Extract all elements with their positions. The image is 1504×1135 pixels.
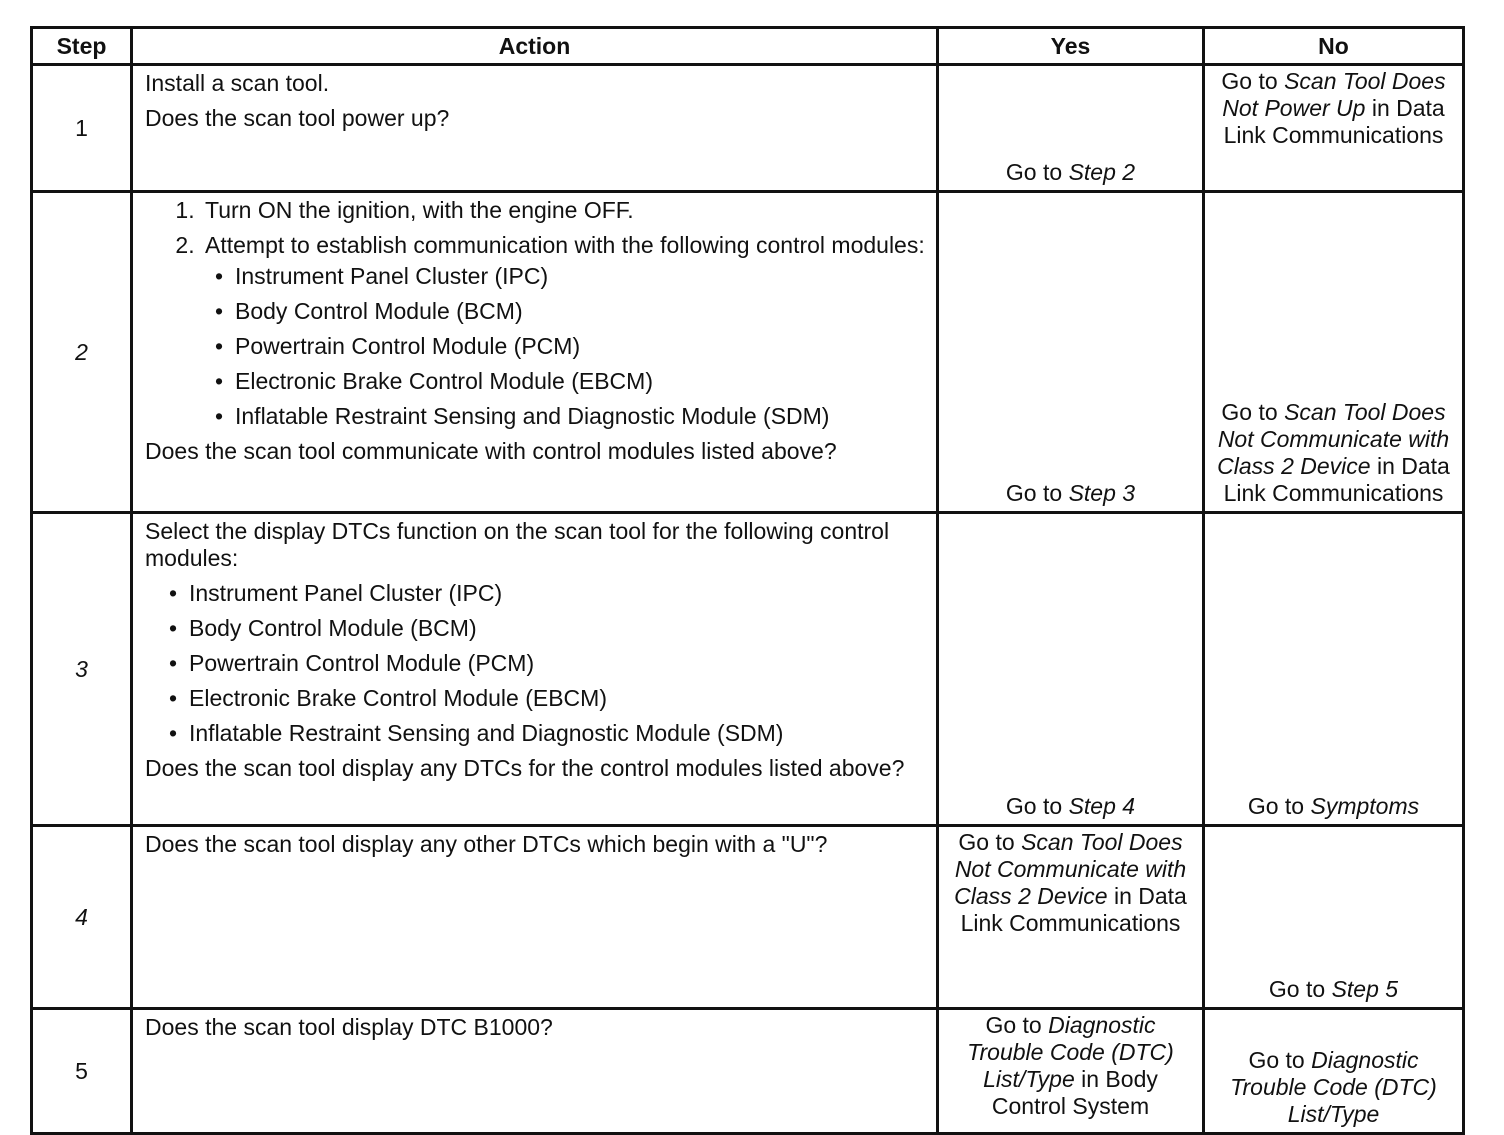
list-item: • Body Control Module (BCM) bbox=[215, 298, 926, 325]
no-cell bbox=[1204, 1009, 1464, 1134]
no-link[interactable]: Scan Tool Does Not Communicate with Class 2 Device bbox=[1217, 399, 1450, 479]
no-link[interactable]: Scan Tool Does Not Power Up bbox=[1222, 68, 1446, 121]
no-cell bbox=[1204, 65, 1464, 192]
step-number: 4 bbox=[32, 826, 132, 1009]
header-action: Action bbox=[132, 28, 938, 65]
step-number: 1 bbox=[32, 65, 132, 192]
no-prefix: Go to bbox=[1221, 399, 1285, 425]
list-item: • Inflatable Restraint Sensing and Diagnostic Module (SDM) bbox=[169, 720, 926, 747]
action-question: Does the scan tool display any other DTCs which begin with a "U"? bbox=[145, 831, 828, 857]
yes-link[interactable]: Step 3 bbox=[1068, 480, 1136, 506]
numbered-list bbox=[145, 197, 926, 430]
yes-prefix: Go to bbox=[1005, 793, 1069, 819]
action-question: Does the scan tool communicate with control modules listed above? bbox=[145, 438, 837, 464]
yes-cell bbox=[938, 826, 1204, 1009]
no-prefix: Go to bbox=[1268, 976, 1332, 1002]
yes-cell bbox=[938, 65, 1204, 192]
list-item: • Electronic Brake Control Module (EBCM) bbox=[215, 368, 926, 395]
yes-link[interactable]: Scan Tool Does Not Communicate with Class 2 Device bbox=[954, 829, 1187, 909]
table-row-step-3 bbox=[32, 513, 1464, 826]
yes-prefix: Go to bbox=[1005, 480, 1069, 506]
action-text: Install a scan tool. bbox=[145, 70, 330, 96]
table-row-step-4 bbox=[32, 826, 1464, 1009]
action-intro: Select the display DTCs function on the scan tool for the following control modules: bbox=[145, 518, 890, 571]
list-item bbox=[201, 232, 926, 430]
no-prefix: Go to bbox=[1248, 1047, 1312, 1073]
table-row-step-1 bbox=[32, 65, 1464, 192]
yes-prefix: Go to bbox=[1005, 159, 1069, 185]
list-item: • Inflatable Restraint Sensing and Diagnostic Module (SDM) bbox=[215, 403, 926, 430]
module-list bbox=[145, 580, 926, 747]
no-cell bbox=[1204, 513, 1464, 826]
list-item: • Instrument Panel Cluster (IPC) bbox=[169, 580, 926, 607]
list-item: • Powertrain Control Module (PCM) bbox=[169, 650, 926, 677]
list-item: • Powertrain Control Module (PCM) bbox=[215, 333, 926, 360]
module-list bbox=[205, 263, 926, 430]
action-cell bbox=[132, 65, 938, 192]
table-row-step-2 bbox=[32, 192, 1464, 513]
yes-link[interactable]: Diagnostic Trouble Code (DTC) List/Type bbox=[967, 1012, 1174, 1092]
action-cell bbox=[132, 192, 938, 513]
no-cell bbox=[1204, 826, 1464, 1009]
step-number: 2 bbox=[32, 192, 132, 513]
yes-prefix: Go to bbox=[985, 1012, 1049, 1038]
yes-suffix: in Data Link Communications bbox=[960, 883, 1187, 936]
action-cell bbox=[132, 513, 938, 826]
action-question: Does the scan tool display DTC B1000? bbox=[145, 1014, 553, 1040]
step-number: 5 bbox=[32, 1009, 132, 1134]
action-question: Does the scan tool display any DTCs for the control modules listed above? bbox=[145, 755, 905, 781]
list-item: • Instrument Panel Cluster (IPC) bbox=[215, 263, 926, 290]
yes-prefix: Go to bbox=[958, 829, 1022, 855]
no-link[interactable]: Diagnostic Trouble Code (DTC) List/Type bbox=[1230, 1047, 1437, 1127]
no-prefix: Go to bbox=[1221, 68, 1285, 94]
list-item: • Body Control Module (BCM) bbox=[169, 615, 926, 642]
list-item-text: Attempt to establish communication with the following control modules: bbox=[205, 232, 925, 258]
no-suffix: in Data Link Communications bbox=[1223, 95, 1445, 148]
action-cell bbox=[132, 826, 938, 1009]
header-no: No bbox=[1204, 28, 1464, 65]
no-suffix: in Data Link Communications bbox=[1223, 453, 1450, 506]
diagnostic-table bbox=[30, 26, 1465, 1135]
yes-link[interactable]: Step 4 bbox=[1068, 793, 1136, 819]
list-item: • Electronic Brake Control Module (EBCM) bbox=[169, 685, 926, 712]
yes-link[interactable]: Step 2 bbox=[1068, 159, 1136, 185]
yes-suffix: in Body Control System bbox=[991, 1066, 1158, 1119]
action-question: Does the scan tool power up? bbox=[145, 105, 450, 131]
step-number: 3 bbox=[32, 513, 132, 826]
header-row bbox=[32, 28, 1464, 65]
no-prefix: Go to bbox=[1247, 793, 1311, 819]
no-link[interactable]: Step 5 bbox=[1331, 976, 1399, 1002]
no-link[interactable]: Symptoms bbox=[1310, 793, 1420, 819]
yes-cell bbox=[938, 1009, 1204, 1134]
list-item: 1. Turn ON the ignition, with the engine OFF. bbox=[201, 197, 926, 224]
header-yes: Yes bbox=[938, 28, 1204, 65]
header-step: Step bbox=[32, 28, 132, 65]
table-row-step-5 bbox=[32, 1009, 1464, 1134]
no-cell bbox=[1204, 192, 1464, 513]
yes-cell bbox=[938, 192, 1204, 513]
yes-cell bbox=[938, 513, 1204, 826]
action-cell bbox=[132, 1009, 938, 1134]
